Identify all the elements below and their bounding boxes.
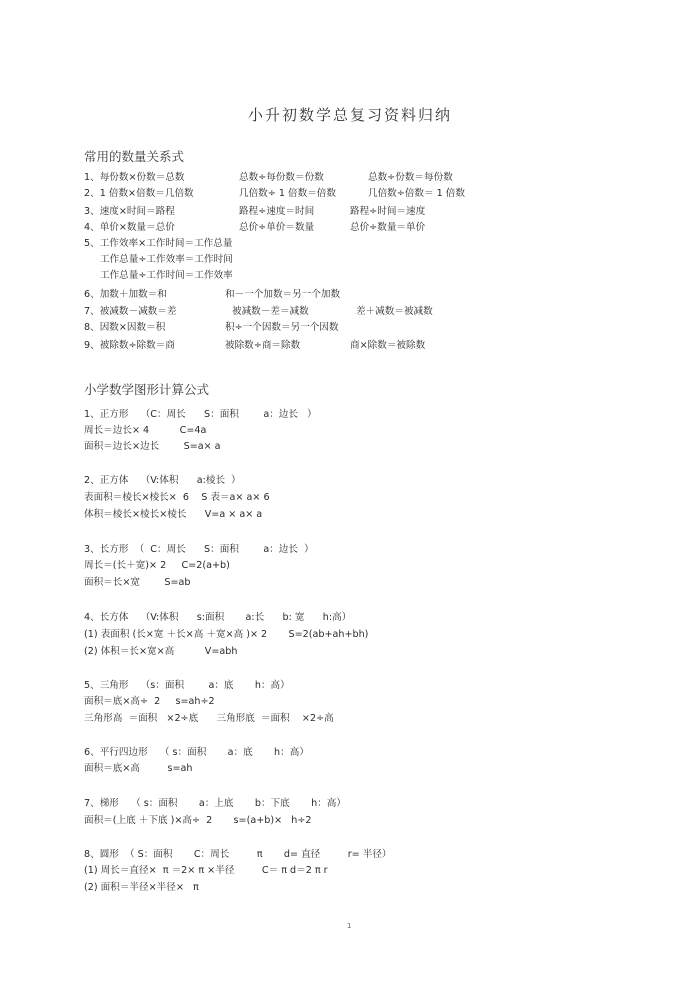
cube-heading: 2、正方体 （V:体积 a:棱长 ） [84,475,241,486]
relation-row-7-col-2: 被减数－差＝减数 [232,306,309,317]
relation-row-1-col-3: 总数÷份数＝每份数 [368,172,453,183]
relation-row-1-col-1: 1、每份数×份数＝总数 [84,172,185,183]
relation-row-8-col-2: 积÷一个因数＝另一个因数 [225,322,339,333]
relation-row-7-col-3: 差＋减数＝被减数 [356,306,433,317]
circle-circumference: (1) 周长＝直径× π ＝2× π ×半径 C＝ π d＝2 π r [84,865,328,876]
section-title-quantity-relations: 常用的数量关系式 [84,149,185,164]
relation-row-2-col-1: 2、1 倍数×倍数＝几倍数 [84,188,194,199]
cuboid-surface-area: (1) 表面积 (长×宽 ＋长×高 ＋宽×高 )× 2 S=2(ab+ah+bh) [84,629,369,640]
square-perimeter: 周长＝边长× 4 C=4a [84,425,207,436]
triangle-height-base: 三角形高 ＝面积 ×2÷底 三角形底 ＝面积 ×2÷高 [84,713,334,724]
relation-row-9-col-2: 被除数÷商＝除数 [225,340,301,351]
relation-row-2-col-3: 几倍数÷倍数＝ 1 倍数 [368,188,465,199]
cube-surface-area: 表面积＝棱长×棱长× 6 S 表＝a× a× 6 [84,492,270,503]
relation-row-9-col-3: 商×除数＝被除数 [350,340,426,351]
trapezoid-area: 面积＝(上底 ＋下底 )×高÷ 2 s=(a+b)× h÷2 [84,815,312,826]
cube-volume: 体积＝棱长×棱长×棱长 V=a × a× a [84,509,263,520]
relation-row-6-col-2: 和－一个加数＝另一个加数 [225,289,341,300]
relation-row-4-col-2: 总价÷单价＝数量 [239,222,315,233]
page-number: 1 [347,922,352,930]
square-area: 面积＝边长×边长 S=a× a [84,441,221,452]
relation-row-1-col-2: 总数÷每份数＝份数 [239,172,324,183]
relation-row-3-col-3: 路程÷时间＝速度 [350,206,426,217]
triangle-area: 面积＝底×高÷ 2 s=ah÷2 [84,696,215,707]
relation-row-4-col-1: 4、单价×数量＝总价 [84,222,175,233]
circle-heading: 8、圆形 （ S：面积 C：周长 π d= 直径 r= 半径） [84,849,392,860]
relation-row-9-col-1: 9、被除数÷除数＝商 [84,340,175,351]
cuboid-volume: (2) 体积＝长×宽×高 V=abh [84,646,238,657]
parallelogram-heading: 6、平行四边形 （ s：面积 a：底 h：高） [84,747,309,758]
trapezoid-heading: 7、梯形 （ s：面积 a：上底 b：下底 h：高） [84,798,346,809]
rectangle-perimeter: 周长＝(长＋宽)× 2 C=2(a+b) [84,560,230,571]
relation-row-5-sub-1: 工作总量÷工作效率＝工作时间 [100,254,233,265]
square-heading: 1、正方形 （C：周长 S：面积 a：边长 ） [84,409,317,420]
relation-row-5: 5、工作效率×工作时间＝工作总量 [84,238,233,249]
relation-row-5-sub-2: 工作总量÷工作时间＝工作效率 [100,270,233,281]
rectangle-area: 面积＝长×宽 S=ab [84,577,191,588]
relation-row-3-col-2: 路程÷速度＝时间 [239,206,315,217]
cuboid-heading: 4、长方体 （V:体积 s:面积 a:长 b: 宽 h:高） [84,612,352,623]
relation-row-6-col-1: 6、加数＋加数＝和 [84,289,167,300]
relation-row-3-col-1: 3、速度×时间＝路程 [84,206,175,217]
relation-row-2-col-2: 几倍数÷ 1 倍数＝倍数 [239,188,336,199]
triangle-heading: 5、三角形 （s：面积 a：底 h：高） [84,680,290,691]
relation-row-4-col-3: 总价÷数量＝单价 [350,222,426,233]
parallelogram-area: 面积＝底×高 s=ah [84,763,193,774]
circle-area: (2) 面积＝半径×半径× π [84,882,199,893]
section-title-geometry-formulas: 小学数学图形计算公式 [84,382,210,397]
page-title: 小升初数学总复习资料归纳 [247,106,452,124]
relation-row-7-col-1: 7、被减数－减数＝差 [84,306,177,317]
relation-row-8-col-1: 8、因数×因数＝积 [84,322,166,333]
rectangle-heading: 3、长方形 （ C：周长 S：面积 a：边长 ） [84,544,314,555]
